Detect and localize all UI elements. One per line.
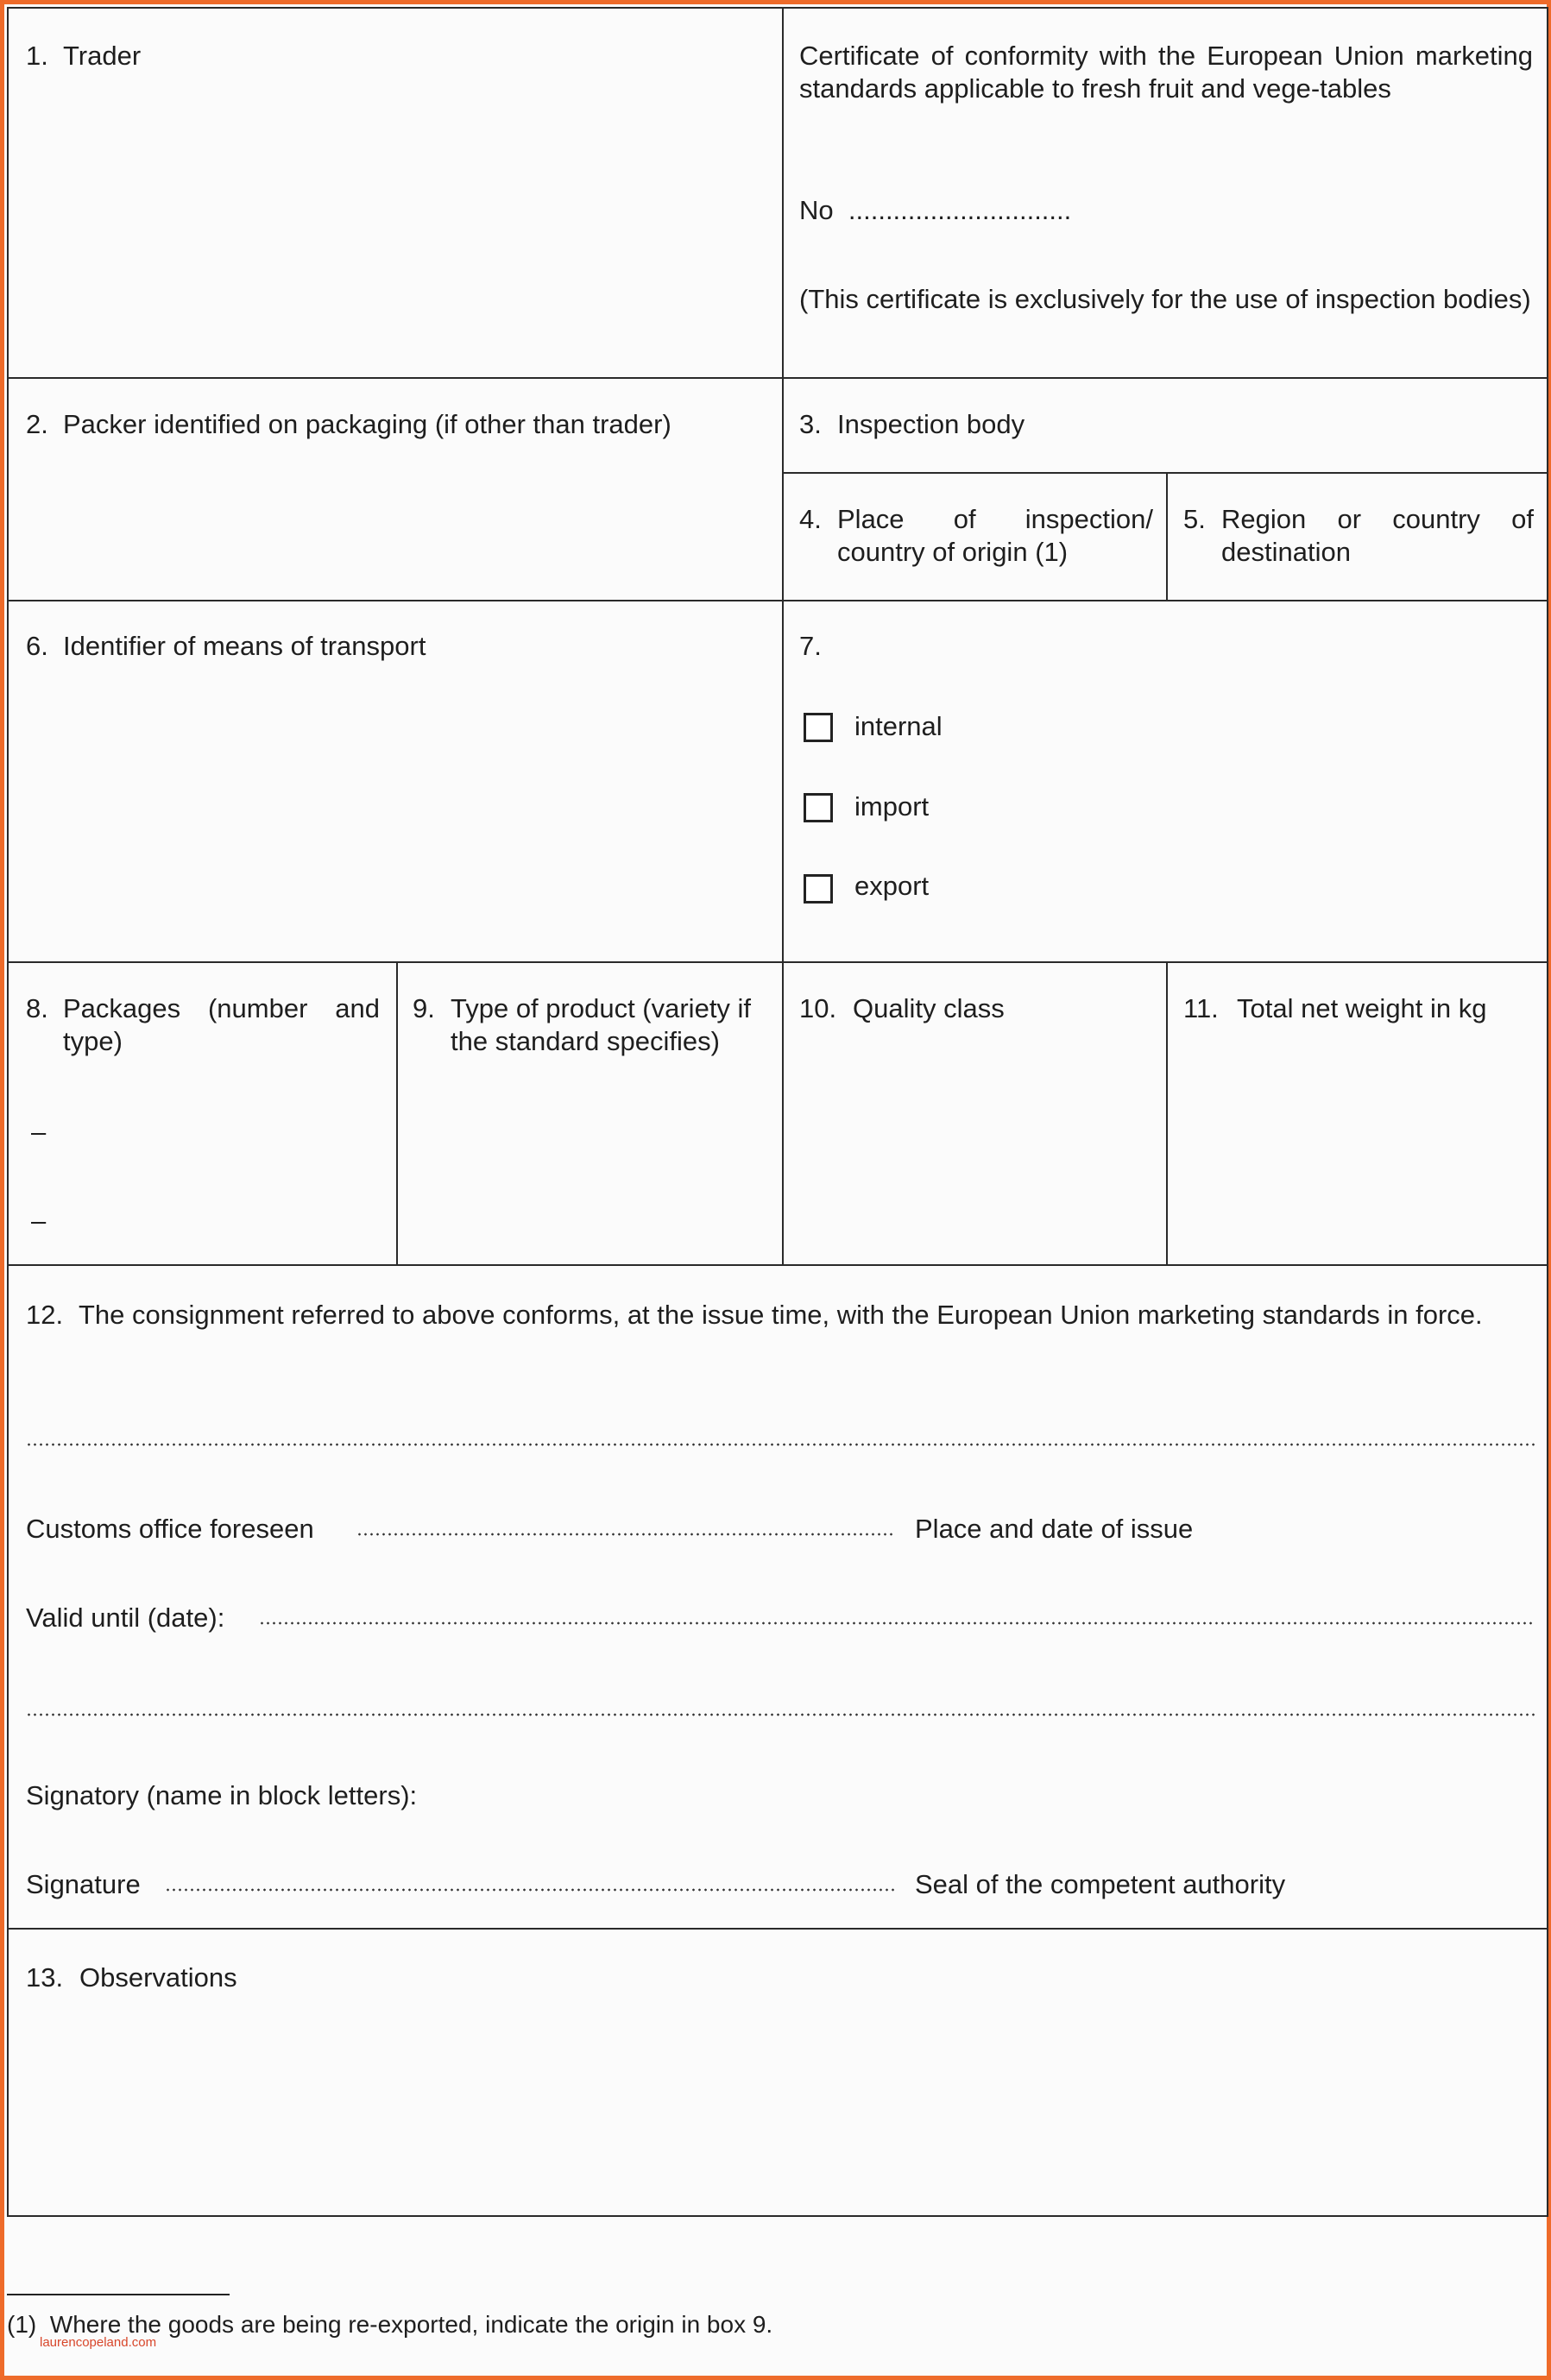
signatory-label: Signatory (name in block letters): [26,1780,418,1810]
box5-number: 5. [1183,504,1206,534]
box11-number: 11. [1183,993,1219,1023]
valid-until-input[interactable] [259,1621,1535,1626]
grid-line [7,1264,1548,1266]
grid-line [7,600,1548,601]
signature-label: Signature [26,1869,141,1899]
box11-label: Total net weight in kg [1237,993,1487,1023]
box7-number: 7. [799,631,822,661]
grid-line [7,1928,1548,1930]
import-option-label: import [854,791,930,822]
box13-number: 13. [26,1962,64,1993]
box10-number: 10. [799,993,837,1023]
box2-label: Packer identified on packaging (if other than trader) [63,409,671,439]
grid-line [396,961,398,1265]
grid-line [1166,961,1168,1265]
signature-input[interactable] [165,1887,896,1892]
certificate-note: (This certificate is exclusively for the use of inspection bodies) [799,284,1531,314]
footnote-text: Where the goods are being re-exported, indicate the origin in box 9. [49,2311,773,2338]
grid-line [1547,7,1548,2217]
import-checkbox[interactable] [804,793,833,822]
box13-label: Observations [79,1962,237,1993]
export-option-label: export [854,871,930,901]
certificate-number-value: .............................. [848,195,1072,225]
certificate-number [799,194,1071,227]
certificate-title: Certificate of conformity with the European Union marketing standards applicable to fresh fruit and vege-tables [799,41,1533,104]
dotted-line [26,1712,1535,1717]
box12-number: 12. [26,1300,64,1330]
box8-dash: – [31,1206,47,1236]
place-date-label: Place and date of issue [915,1514,1194,1544]
grid-line [7,7,9,2217]
box4-footnote-ref: (1) [1035,537,1069,567]
grid-line [7,2215,1548,2217]
watermark-link[interactable]: laurencopeland.com [40,2335,157,2350]
grid-line [1166,472,1168,601]
certificate-number-label: No [799,195,834,225]
customs-office-label: Customs office foreseen [26,1514,314,1544]
box1-number: 1. [26,41,48,71]
box1-label: Trader [63,41,142,71]
box2-number: 2. [26,409,48,439]
footnote-rule [7,2294,230,2295]
export-checkbox[interactable] [804,874,833,904]
box12-statement: The consignment referred to above conforms, at the issue time, with the European Union marketing standards in force. [79,1300,1483,1330]
box6-number: 6. [26,631,48,661]
box10-label: Quality class [853,993,1005,1023]
certificate-form [7,7,1548,2379]
footnote-marker: (1) [7,2311,37,2338]
seal-label: Seal of the competent authority [915,1869,1286,1899]
box8-label: Packages (number and type) [63,993,380,1056]
box4-number: 4. [799,504,822,534]
customs-office-input[interactable] [356,1532,896,1537]
valid-until-label: Valid until (date): [26,1602,225,1633]
grid-line [7,961,1548,963]
box3-number: 3. [799,409,822,439]
internal-checkbox[interactable] [804,713,833,742]
box8-number: 8. [26,993,48,1023]
grid-line [7,377,1548,379]
box8-dash: – [31,1117,47,1147]
dotted-line [26,1442,1535,1447]
box9-number: 9. [413,993,435,1023]
grid-line [782,472,1548,474]
box3-label: Inspection body [837,409,1025,439]
box9-label: Type of product (variety if the standard specifies) [451,993,752,1056]
grid-line [782,7,784,1265]
internal-option-label: internal [854,711,943,741]
grid-line [7,7,1548,9]
box4-label-text: Place of inspection/ country of origin [837,504,1153,567]
box4-label [837,503,1153,569]
box6-label: Identifier of means of transport [63,631,426,661]
box5-label: Region or country of destination [1221,504,1534,567]
